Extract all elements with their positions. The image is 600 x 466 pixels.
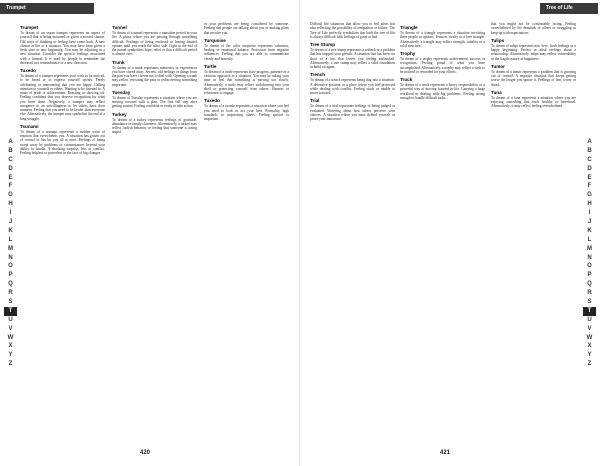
thumb-letter-x[interactable]: X — [587, 343, 592, 350]
thumb-letter-d[interactable]: D — [8, 165, 13, 172]
thumb-letter-y[interactable]: Y — [587, 352, 592, 359]
entry-heading: Tunnel — [112, 25, 127, 30]
entry-heading: Turkey — [112, 111, 127, 117]
thumb-letter-d[interactable]: D — [587, 165, 592, 172]
entry-text: To dream of an organ trumpet represents an aspect of yourself that is being mourned or given a second chance. Old ways of thinking or feeling have come back. A new chance at life or a situation. You may have been given a fresh start or new beginning. You may be adjusting to a new situation. Consider the specific feelings associated with a funeral. It is used by people to remember the deceased in a remembrance or a new direction. — [20, 31, 105, 65]
thumb-letter-j[interactable]: J — [8, 219, 13, 226]
entry-heading: Tuna — [491, 89, 502, 95]
thumb-letter-p[interactable]: P — [8, 272, 13, 279]
thumb-letter-i[interactable]: I — [9, 210, 12, 217]
thumb-letter-c[interactable]: C — [8, 156, 13, 163]
thumb-letter-r[interactable]: R — [8, 290, 13, 297]
thumb-letter-a[interactable]: A — [587, 139, 592, 145]
thumb-letter-q[interactable]: Q — [8, 281, 13, 288]
entry-heading: Trumpet — [20, 25, 39, 30]
entry-text: that you might not be comfortable facing. Feeling overwhelmed by the demands of others or struggling to keep up with expectations. — [491, 22, 576, 35]
entry-heading: Turtle — [204, 63, 217, 69]
thumb-letter-q[interactable]: Q — [587, 281, 592, 288]
entry-heading: Tree Stump — [310, 42, 336, 47]
entry-heading: Triangle — [400, 25, 418, 30]
thumb-letter-u[interactable]: U — [587, 316, 592, 323]
thumb-letter-w[interactable]: W — [7, 334, 14, 341]
thumb-letter-z[interactable]: Z — [587, 361, 592, 368]
entry-heading: Truck — [400, 77, 413, 82]
thumb-letter-g[interactable]: G — [8, 192, 13, 199]
thumb-letter-c[interactable]: C — [587, 156, 592, 163]
thumb-letter-f[interactable]: F — [8, 183, 13, 190]
entry-text: Difficult life situations that allow you to feel alive, but also reflecting the possibility of temptation or failure. The Tree of Life perfectly symbolizes that both the tree of life is always difficult with feelings of good or bad. — [310, 22, 395, 39]
entry-heading: Trunk — [112, 59, 125, 65]
thumb-letter-v[interactable]: V — [8, 325, 13, 332]
thumb-letter-l[interactable]: L — [587, 236, 592, 243]
thumb-index — [583, 138, 596, 369]
thumb-letter-b[interactable]: B — [587, 147, 592, 154]
thumb-letter-u[interactable]: U — [8, 316, 13, 323]
thumb-letter-o[interactable]: O — [587, 263, 592, 270]
thumb-letter-n[interactable]: N — [8, 254, 13, 261]
thumb-letter-z[interactable]: Z — [8, 361, 13, 368]
entry-text: To dream of Tuesday represents a situation where you are moving forward with a plan. The first full step after getting started. Feeling confident or ready to take action. — [112, 95, 197, 109]
thumb-letter-p[interactable]: P — [587, 272, 592, 279]
thumb-letter-h[interactable]: H — [8, 201, 13, 208]
thumb-letter-w[interactable]: W — [586, 334, 593, 341]
text-column — [491, 22, 576, 442]
entry-text: To dream of a tumor represents a problem that is growing out of control. A negative situation that keeps getting worse the longer you ignore it. Feelings of fear, worry or dread. — [491, 69, 576, 87]
page-number: 420 — [140, 450, 151, 456]
thumb-letter-t[interactable]: T — [583, 307, 596, 316]
entry-heading: Tumor — [491, 63, 505, 69]
thumb-letter-o[interactable]: O — [8, 263, 13, 270]
thumb-letter-f[interactable]: F — [587, 183, 592, 190]
entry-text: To dream of a tuna represents a situation where you are enjoying something that feels healthy or beneficial. Alternatively, it may reflect feeling overwhelmed. — [491, 95, 576, 109]
text-column — [20, 22, 105, 442]
entry-text: To dream of a trial represents feelings of being judged or evaluated. Worrying about how others perceive your choices. A situation where you must defend yourself or prove your innocence. — [310, 104, 395, 121]
thumb-letter-t[interactable]: T — [4, 307, 17, 316]
entry-text: To dream of the color turquoise represents calmness, healing or emotional balance. Protection from negative influences. Feeling that you are able to communicate clearly and honestly. — [204, 43, 289, 61]
thumb-letter-g[interactable]: G — [587, 192, 592, 199]
entry-heading: Tulips — [491, 37, 505, 43]
running-header: Trumpet — [0, 3, 94, 14]
thumb-letter-k[interactable]: K — [8, 227, 13, 234]
entry-text: To dream of a tree stump represents a setback or a problem that has stopped your growth. A situation that has been cut short or a loss that leaves you feeling unfinished. Alternatively, a tree stump may reflect a solid foundation to build on again. — [310, 48, 395, 69]
thumb-letter-h[interactable]: H — [587, 201, 592, 208]
text-column — [204, 22, 289, 442]
page-number: 421 — [440, 450, 451, 456]
thumb-letter-y[interactable]: Y — [8, 352, 13, 359]
entry-text: To dream of a triangle represents a situation involving three people or options. Tension, rivalry or a love triangle. Alternatively, a triangle may reflect strength, stability or a solid structure. — [400, 31, 485, 48]
entry-heading: Trench — [310, 72, 326, 78]
thumb-letter-s[interactable]: S — [8, 299, 13, 306]
entry-text: To dream of a trunk represents memories or experiences you have stored away. Secrets, old feelings or things from the past you have chosen not to deal with. Opening a trunk may reflect revisiting the past or rediscovering something important. — [112, 65, 197, 87]
text-column — [400, 22, 485, 442]
thumb-letter-a[interactable]: A — [8, 139, 13, 145]
entry-text: To dream of a tsunami represents a sudden wave of emotion that overwhelms you. A situation has gotten out of control or has hit you all at once. Feelings of being swept away by problems or circumstances beyond your ability to handle. A shocking surprise, loss or conflict. Feeling helpless or powerless in the face of big changes. — [20, 129, 105, 155]
entry-text: To dream of a trench represents being dug into a situation. A defensive position or a place where you feel protected while dealing with conflict. Feeling stuck or unable to move forward. — [310, 78, 395, 95]
thumb-letter-x[interactable]: X — [8, 343, 13, 350]
entry-text: To dream of a trophy represents achievement, success or recognition. Feeling proud of what you have accomplished. Alternatively, a trophy may reflect a wish to be noticed or rewarded for your efforts. — [400, 57, 485, 74]
thumb-letter-s[interactable]: S — [587, 299, 592, 306]
entry-text: To dream of a trumpet represents your wish to be noticed, to be heard or to express yourself openly. Freely celebrating or announcing that you are happy. Calling attention to yourself or others. Wanting to be listened to. A sense of pride or achievement. Boasting or showing off. Feeling confident that you deserve recognition for what you have done. Negatively, a trumpet may reflect arrogance or an unwillingness to let others have their moment. Feeling that you need to be louder than everyone else. Alternatively, the trumpet may symbolize the end of a long struggle. — [20, 74, 105, 121]
entry-heading: Tuxedo — [204, 98, 220, 104]
entry-text: To dream of a tuxedo represents a situation where you feel you need to look or act your best. Formality, high standards or impressing others. Feeling special or important. — [204, 104, 289, 121]
running-header: Tree of Life — [540, 3, 598, 14]
thumb-letter-r[interactable]: R — [587, 290, 592, 297]
text-column — [310, 22, 395, 442]
entry-text: To dream of a truck represents a heavy responsibility or a powerful way of moving forward in life. Carrying a large workload or dealing with big problems. Feeling strong enough to handle difficult tasks. — [400, 83, 485, 100]
thumb-letter-m[interactable]: M — [587, 245, 592, 252]
right-page — [300, 0, 600, 466]
entry-heading: Trial — [310, 98, 320, 104]
thumb-letter-k[interactable]: K — [587, 227, 592, 234]
thumb-letter-b[interactable]: B — [8, 147, 13, 154]
entry-text: To dream of a turkey represents feelings of gratitude, abundance or family closeness. Alternatively, a turkey may reflect foolish behavior or feeling that someone is acting stupid. — [112, 117, 197, 135]
thumb-letter-i[interactable]: I — [588, 210, 591, 217]
text-column — [112, 22, 197, 442]
thumb-index — [4, 138, 17, 369]
entry-text: To dream of a tunnel represents a transition period in your life. A phase where you are passing through something difficult. Feelings of being enclosed or having limited options until you reach the other side. Light at the end of the tunnel symbolizes hope, relief or that a difficult period is almost over. — [112, 31, 197, 57]
thumb-letter-j[interactable]: J — [587, 219, 592, 226]
entry-heading: Tuesday — [112, 89, 131, 95]
entry-heading: Trophy — [400, 51, 416, 56]
thumb-letter-v[interactable]: V — [587, 325, 592, 332]
entry-text: or your problems are being considered by someone. Feeling that people are talking about you or making plans that involve you. — [204, 22, 289, 35]
thumb-letter-l[interactable]: L — [8, 236, 13, 243]
entry-heading: Tsunami — [20, 123, 39, 129]
entry-text: To dream of tulips represents new love, fresh feelings or a happy beginning. Perfect or ideal feelings about a relationship. Alternatively, tulips may reflect vulnerability or the fragile nature of happiness. — [491, 43, 576, 61]
entry-text: To dream of a turtle represents slow progress, patience or a cautious approach to a situation. You may be taking your time or feel that something is moving too slowly. Alternatively, a turtle may reflect withdrawing into your shell or protecting yourself from others. Shyness or reluctance to engage. — [204, 69, 289, 95]
thumb-letter-e[interactable]: E — [587, 174, 592, 181]
thumb-letter-m[interactable]: M — [8, 245, 13, 252]
thumb-letter-e[interactable]: E — [8, 174, 13, 181]
thumb-letter-n[interactable]: N — [587, 254, 592, 261]
entry-heading: Turquoise — [204, 37, 226, 43]
entry-heading: Tuxedo — [20, 68, 36, 73]
